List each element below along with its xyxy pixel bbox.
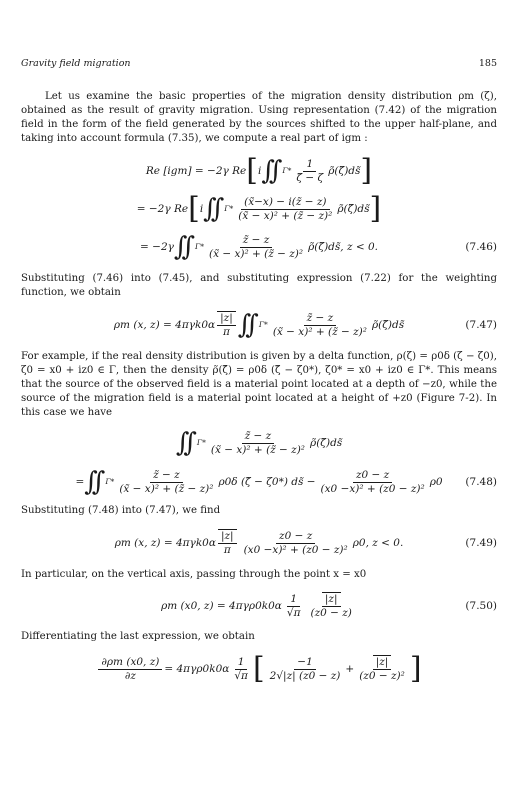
fraction: $\frac{z̃ - z}{\text{(x̃ − x)² + (z̃ − z)²}}$ [119,468,214,495]
sqrt-fraction: $\frac{|z|}{\pi}$ [217,311,236,339]
equation-number: (7.46) [465,241,497,253]
page-number: 185 [478,58,497,69]
paragraph-1: Let us examine the basic properties of the migration density distribution ρm (ζ), obtained as the result of gravity migration. Using representation (7.42) of the migration field in the form of the field generated by the sources shifted to the upper half-plane, and taking into account formula (7.35), we compute a real part of igm : [21,91,497,144]
equation-7-48-line-1: ∫∫ Γ* $\frac{z̃ - z}{\text{(x̃ − x)² + (z̃ − z)²}}$ ρ̃(ζ̃)ds̃ [175,428,343,458]
equation-7-48-line-2: = ∫∫ Γ* $\frac{z̃ - z}{\text{(x̃ − x)² + (z̃ − z)²}}$ ρ0δ (ζ̃ − ζ0*) ds̃ − $\frac{z0 - z}{\text{(x0 −x)² + (z0 − z)²}}$ ρ0 (7.48) [75,467,497,497]
fraction: $\frac{1}{√\pi}$ [234,655,248,682]
fraction: $\frac{z̃ - z}{\text{(x̃ − x)² + (z̃ − z)²}}$ [208,233,304,260]
equation-7-46-line-2: = −2γ Re [ i ∫∫ Γ* $\frac{(x̃-x) - i(z̃ - z)}{\text{(x̃ − x)² + (z̃ − z)²}}$ ρ̃(ζ̃)ds̃ ] [136,191,382,226]
page-header [21,58,497,69]
equation-7-47: ρm (x, z) = 4πγk0α $\frac{|z|}{\pi}$ ∫∫ Γ* $\frac{z̃ - z}{\text{(x̃ − x)² + (z̃ − z)²}}$ ρ̃(ζ̃)ds̃ (7.47) [113,310,497,340]
paragraph-5: In particular, on the vertical axis, passing through the point x = x0 [21,569,367,580]
fraction: $\frac{z0 - z}{\text{(x0 −x)² + (z0 − z)²}}$ [320,468,425,495]
equation-number: (7.50) [465,600,497,612]
fraction: $\frac{\partial\rho m (x0, z)}{\partial z}$ [98,656,162,683]
fraction: $\frac{1}{\zetã - \zeta}$ [296,157,324,184]
paragraph-4: Substituting (7.48) into (7.47), we find [21,505,221,516]
page-body [21,90,497,688]
fraction: $\frac{|z|}{(z0 - z)}$ [310,593,352,619]
fraction: $\frac{1}{√\pi}$ [286,592,301,619]
running-title: Gravity field migration [21,58,131,69]
paragraph-6: Differentiating the last expression, we obtain [21,631,255,642]
equation-7-50: ρm (x0, z) = 4πγρ0k0α $\frac{1}{√\pi}$ $\frac{|z|}{(z0 - z)}$ (7.50) [161,592,497,619]
paragraph-2: Substituting (7.46) into (7.45), and substituting expression (7.22) for the weighting function, we obtain [21,273,497,298]
equation-derivative: $\frac{\partial\rho m (x0, z)}{\partial z}$ = 4πγρ0k0α $\frac{1}{√\pi}$ [ $\frac{-1}{2√|z| (z0 - z)}$ + $\frac{|z|}{\text{(z0 − z)²}}$ ] [21,650,497,688]
equation-number: (7.49) [465,537,497,549]
fraction: $\frac{|z|}{\text{(z0 − z)²}}$ [359,656,405,682]
fraction: $\frac{z̃ - z}{\text{(x̃ − x)² + (z̃ − z)²}}$ [210,429,306,456]
equation-7-46-line-1: Re [igm] = −2γ Re [ i ∫∫ Γ* $\frac{1}{\zetã - \zeta}$ ρ̃(ζ̃)ds̃ ] [145,153,373,188]
equation-7-46-line-3: = −2γ ∫∫ Γ* $\frac{z̃ - z}{\text{(x̃ − x)² + (z̃ − z)²}}$ ρ̃(ζ̃)ds̃, z < 0. (7.46) [140,232,497,262]
sqrt-fraction: $\frac{|z|}{\pi}$ [218,529,237,557]
fraction: $\frac{-1}{2√|z| (z0 - z)}$ [269,655,341,682]
paragraph-3: For example, if the real density distribution is given by a delta function, ρ(ζ) = ρ0δ (ζ − ζ0), ζ0 = x0 + iz0 ∈ Γ, then the density ρ̃(ζ̃) = ρ0δ (ζ̃ − ζ0*), ζ0* = x0 + iz0 ∈ Γ*. This means that the source of the observed field is a material point located at a depth of −z0, while the source of the migration field is a material point located at a height of +z0 (Figure 7-2). In this case we have [21,351,497,418]
fraction: $\frac{z0 - z}{\text{(x0 −x)² + (z0 − z)²}}$ [243,529,348,556]
equation-number: (7.48) [465,476,497,488]
fraction: $\frac{z̃ - z}{\text{(x̃ − x)² + (z̃ − z)²}}$ [272,311,367,338]
equation-7-49: ρm (x, z) = 4πγk0α $\frac{|z|}{\pi}$ $\frac{z0 - z}{\text{(x0 −x)² + (z0 − z)²}}$ ρ0, z < 0. (7.49) [114,529,497,556]
equation-number: (7.47) [465,319,497,331]
fraction: $\frac{(x̃-x) - i(z̃ - z)}{\text{(x̃ − x)² + (z̃ − z)²}}$ [238,195,333,222]
